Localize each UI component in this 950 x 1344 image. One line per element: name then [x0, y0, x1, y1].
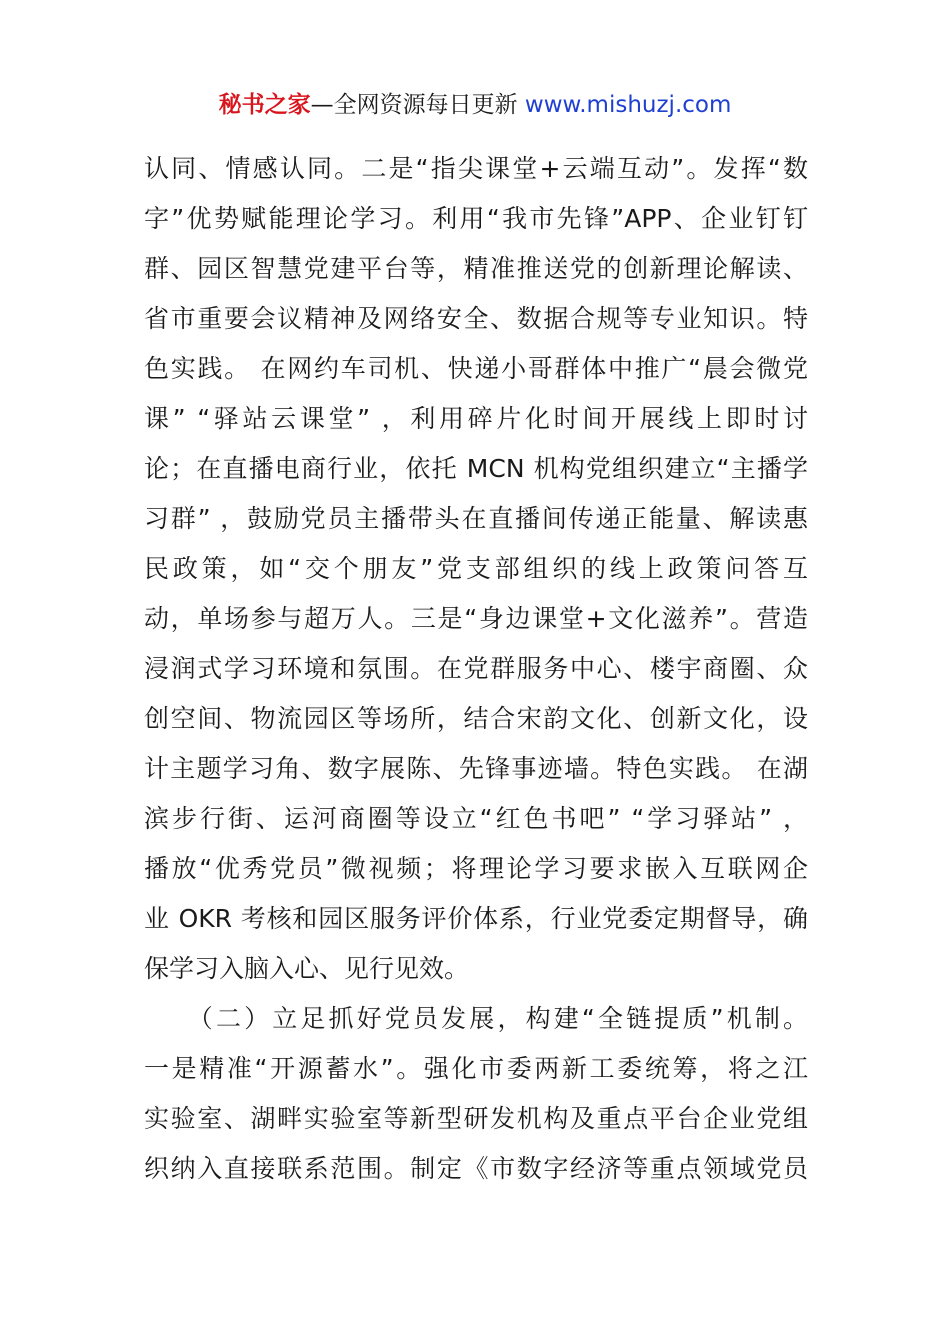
text-line: 计主题学习角、数字展陈、先锋事迹墙。特色实践。 在湖 [144, 754, 808, 783]
text-line: 群、园区智慧党建平台等，精准推送党的创新理论解读、 [144, 254, 808, 283]
text-line: 字”优势赋能理论学习。利用“我市先锋”APP、企业钉钉 [144, 204, 808, 233]
text-line: 保学习入脑入心、见行见效。 [144, 954, 470, 983]
text-line: 创空间、物流园区等场所，结合宋韵文化、创新文化，设 [144, 704, 808, 733]
text-line: 一是精准“开源蓄水”。强化市委两新工委统筹，将之江 [144, 1054, 808, 1083]
text-line: 色实践。 在网约车司机、快递小哥群体中推广“晨会微党 [144, 354, 808, 383]
header-brand: 秘书之家 [218, 92, 311, 118]
text-line: 实验室、湖畔实验室等新型研发机构及重点平台企业党组 [144, 1104, 808, 1133]
text-line: 业 OKR 考核和园区服务评价体系，行业党委定期督导，确 [144, 904, 808, 933]
text-line: 民政策，如“交个朋友”党支部组织的线上政策问答互 [144, 554, 808, 583]
text-line: 浸润式学习环境和氛围。在党群服务中心、楼宇商圈、众 [144, 654, 808, 683]
text-line: 课” “驿站云课堂” ，利用碎片化时间开展线上即时讨 [144, 404, 808, 433]
text-line: 习群” ，鼓励党员主播带头在直播间传递正能量、解读惠 [144, 504, 808, 533]
text-line: 滨步行街、运河商圈等设立“红色书吧” “学习驿站” ， [144, 804, 808, 833]
document-body [144, 144, 808, 1194]
header-tagline: —全网资源每日更新 [310, 92, 518, 118]
text-line: 织纳入直接联系范围。制定《市数字经济等重点领域党员 [144, 1154, 808, 1183]
text-line: 认同、情感认同。二是“指尖课堂+云端互动”。发挥“数 [144, 154, 808, 183]
section-heading-line: （二）立足抓好党员发展，构建“全链提质”机制。 [144, 1004, 808, 1033]
text-line: 播放“优秀党员”微视频；将理论学习要求嵌入互联网企 [144, 854, 808, 883]
text-line: 论；在直播电商行业，依托 MCN 机构党组织建立“主播学 [144, 454, 808, 483]
page-header [0, 88, 950, 122]
text-line: 动，单场参与超万人。三是“身边课堂+文化滋养”。营造 [144, 604, 808, 633]
text-line: 省市重要会议精神及网络安全、数据合规等专业知识。特 [144, 304, 808, 333]
header-url[interactable]: www.mishuzj.com [524, 92, 732, 118]
